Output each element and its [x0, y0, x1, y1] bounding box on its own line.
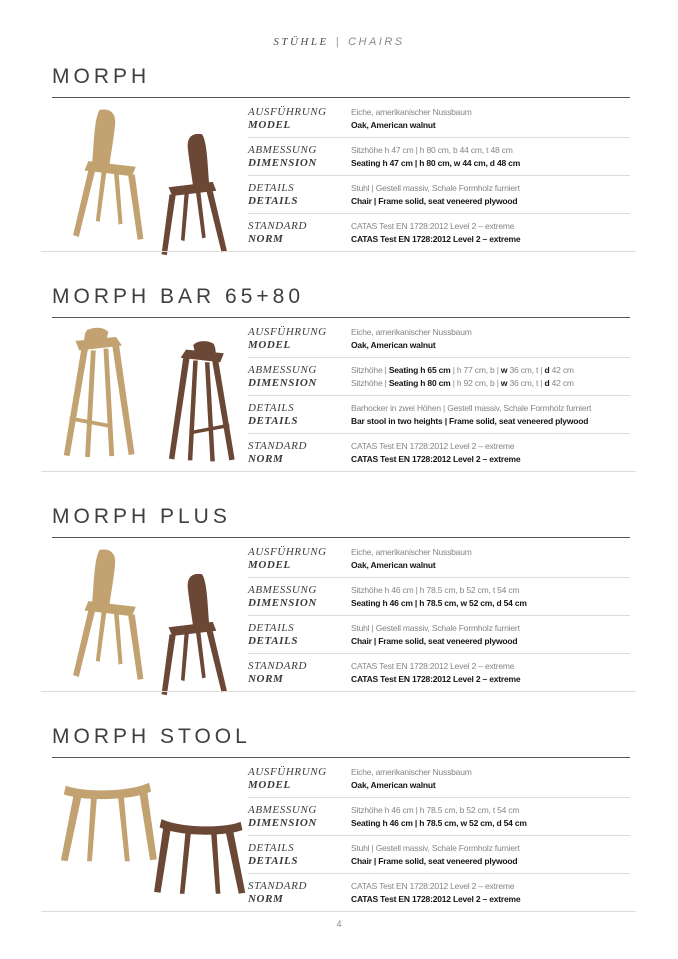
spec-value-line-en — [351, 415, 630, 428]
spec-labels — [248, 660, 351, 686]
value-segment-bold: Seating h 80 cm — [388, 378, 451, 388]
spec-value-line-en — [351, 377, 630, 390]
spec-labels — [248, 880, 351, 906]
spec-value-line-de — [351, 106, 630, 119]
header-title-en: CHAIRS — [348, 36, 405, 48]
value-segment-bold: Oak, American walnut — [351, 560, 436, 570]
spec-row-dimension — [248, 577, 630, 615]
spec-values — [351, 804, 630, 830]
value-segment: CATAS Test EN 1728:2012 Level 2 – extreme — [351, 441, 515, 451]
spec-values — [351, 182, 630, 208]
value-segment: Barhocker in zwei Höhen | Gestell massiv, Schale Formholz furniert — [351, 403, 592, 413]
value-segment: Stuhl | Gestell massiv, Schale Formholz furniert — [351, 843, 520, 853]
spec-values — [351, 326, 630, 352]
spec-row-model — [248, 100, 630, 137]
product-sections — [52, 62, 630, 942]
value-segment: CATAS Test EN 1728:2012 Level 2 – extreme — [351, 221, 515, 231]
spec-value-line-en — [351, 453, 630, 466]
spec-values — [351, 364, 630, 390]
value-segment-bold: Chair | Frame solid, seat veneered plywood — [351, 856, 518, 866]
chairs-illustration — [58, 546, 242, 696]
spec-row-norm — [248, 433, 630, 471]
spec-label-en: NORM — [248, 893, 284, 905]
spec-value-line-de — [351, 622, 630, 635]
spec-label-de: STANDARD — [248, 440, 307, 452]
spec-value-line-en — [351, 119, 630, 132]
spec-label-de: DETAILS — [248, 842, 295, 854]
spec-value-line-de — [351, 220, 630, 233]
spec-label-de: ABMESSUNG — [248, 584, 317, 596]
spec-row-details — [248, 615, 630, 653]
spec-labels — [248, 220, 351, 246]
spec-row-model — [248, 320, 630, 357]
value-segment: Stuhl | Gestell massiv, Schale Formholz furniert — [351, 623, 520, 633]
spec-values — [351, 766, 630, 792]
spec-value-line-de — [351, 364, 630, 377]
value-segment: Sitzhöhe h 46 cm | h 78.5 cm, b 52 cm, t 54 cm — [351, 585, 520, 595]
spec-label-en: DETAILS — [248, 855, 299, 867]
section-body — [52, 318, 630, 472]
spec-label-de: ABMESSUNG — [248, 364, 317, 376]
page-number: 4 — [336, 919, 342, 929]
spec-value-line-en — [351, 195, 630, 208]
spec-value-line-de — [351, 144, 630, 157]
spec-row-details — [248, 835, 630, 873]
spec-labels — [248, 584, 351, 610]
value-segment-bold: Seating h 46 cm | h 78.5 cm, w 52 cm, d 54 cm — [351, 818, 527, 828]
value-segment: Eiche, amerikanischer Nussbaum — [351, 547, 472, 557]
spec-value-line-en — [351, 635, 630, 648]
spec-label-de: AUSFÜHRUNG — [248, 326, 327, 338]
spec-values — [351, 622, 630, 648]
value-segment-bold: CATAS Test EN 1728:2012 Level 2 – extreme — [351, 894, 521, 904]
spec-values — [351, 546, 630, 572]
value-segment-bold: w — [500, 378, 508, 388]
value-segment-bold: CATAS Test EN 1728:2012 Level 2 – extreme — [351, 674, 521, 684]
spec-values — [351, 584, 630, 610]
product-image-stools — [52, 758, 248, 912]
spec-value-line-de — [351, 546, 630, 559]
spec-value-line-de — [351, 880, 630, 893]
section-bottom-rule — [41, 251, 636, 252]
spec-row-norm — [248, 213, 630, 251]
stools-illustration — [58, 774, 248, 900]
spec-label-de: STANDARD — [248, 880, 307, 892]
value-segment: Eiche, amerikanischer Nussbaum — [351, 767, 472, 777]
spec-label-de: DETAILS — [248, 182, 295, 194]
spec-table — [248, 538, 630, 692]
section-bottom-rule — [41, 471, 636, 472]
spec-value-line-en — [351, 893, 630, 906]
spec-labels — [248, 326, 351, 352]
spec-value-line-en — [351, 855, 630, 868]
spec-labels — [248, 402, 351, 428]
spec-value-line-de — [351, 402, 630, 415]
value-segment: Sitzhöhe h 46 cm | h 78.5 cm, b 52 cm, t 54 cm — [351, 805, 520, 815]
value-segment-bold: Oak, American walnut — [351, 120, 436, 130]
value-segment: CATAS Test EN 1728:2012 Level 2 – extreme — [351, 661, 515, 671]
product-section-morph-bar — [52, 282, 630, 502]
spec-value-line-en — [351, 157, 630, 170]
value-segment: Stuhl | Gestell massiv, Schale Formholz furniert — [351, 183, 520, 193]
value-segment-bold: Chair | Frame solid, seat veneered plywood — [351, 196, 518, 206]
spec-label-en: NORM — [248, 453, 284, 465]
spec-label-de: AUSFÜHRUNG — [248, 546, 327, 558]
spec-value-line-en — [351, 779, 630, 792]
product-section-morph — [52, 62, 630, 282]
value-segment: Sitzhöhe | — [351, 378, 389, 388]
spec-row-model — [248, 540, 630, 577]
value-segment-bold: Seating h 65 cm — [388, 365, 451, 375]
value-segment-bold: d — [544, 378, 550, 388]
spec-labels — [248, 766, 351, 792]
product-image-barstools — [52, 318, 248, 472]
spec-value-line-en — [351, 597, 630, 610]
spec-labels — [248, 364, 351, 390]
spec-value-line-de — [351, 440, 630, 453]
spec-label-en: DIMENSION — [248, 377, 317, 389]
value-segment-bold: CATAS Test EN 1728:2012 Level 2 – extreme — [351, 454, 521, 464]
spec-label-de: DETAILS — [248, 622, 295, 634]
spec-row-details — [248, 395, 630, 433]
spec-row-dimension — [248, 357, 630, 395]
spec-value-line-en — [351, 339, 630, 352]
value-segment-bold: d — [544, 365, 550, 375]
spec-value-line-en — [351, 673, 630, 686]
spec-table — [248, 758, 630, 912]
spec-label-de: DETAILS — [248, 402, 295, 414]
spec-labels — [248, 546, 351, 572]
value-segment-bold: Chair | Frame solid, seat veneered plywood — [351, 636, 518, 646]
spec-label-en: DIMENSION — [248, 597, 317, 609]
spec-values — [351, 842, 630, 868]
spec-row-dimension — [248, 797, 630, 835]
spec-value-line-de — [351, 326, 630, 339]
spec-label-de: STANDARD — [248, 660, 307, 672]
spec-label-en: NORM — [248, 673, 284, 685]
value-segment: Eiche, amerikanischer Nussbaum — [351, 327, 472, 337]
value-segment: Sitzhöhe h 47 cm | h 80 cm, b 44 cm, t 48 cm — [351, 145, 513, 155]
spec-label-de: AUSFÜHRUNG — [248, 766, 327, 778]
spec-value-line-en — [351, 559, 630, 572]
value-segment: CATAS Test EN 1728:2012 Level 2 – extreme — [351, 881, 515, 891]
spec-value-line-de — [351, 804, 630, 817]
spec-value-line-en — [351, 233, 630, 246]
spec-label-en: DIMENSION — [248, 157, 317, 169]
product-section-morph-plus — [52, 502, 630, 722]
value-segment: Eiche, amerikanischer Nussbaum — [351, 107, 472, 117]
value-segment: 36 cm, t | — [507, 378, 545, 388]
spec-labels — [248, 440, 351, 466]
value-segment: Sitzhöhe | — [351, 365, 389, 375]
spec-table — [248, 318, 630, 472]
spec-values — [351, 440, 630, 466]
spec-labels — [248, 106, 351, 132]
spec-value-line-de — [351, 842, 630, 855]
spec-label-en: DETAILS — [248, 195, 299, 207]
spec-label-en: DIMENSION — [248, 817, 317, 829]
value-segment-bold: CATAS Test EN 1728:2012 Level 2 – extreme — [351, 234, 521, 244]
section-title: MORPH — [52, 65, 151, 88]
value-segment-bold: w — [500, 365, 508, 375]
spec-row-norm — [248, 873, 630, 911]
section-bottom-rule — [41, 691, 636, 692]
spec-row-details — [248, 175, 630, 213]
spec-values — [351, 220, 630, 246]
value-segment: 42 cm — [549, 378, 574, 388]
spec-row-dimension — [248, 137, 630, 175]
spec-label-en: MODEL — [248, 119, 291, 131]
header-separator: | — [335, 36, 342, 48]
spec-label-de: AUSFÜHRUNG — [248, 106, 327, 118]
section-body — [52, 538, 630, 692]
value-segment-bold: Seating h 46 cm | h 78.5 cm, w 52 cm, d 54 cm — [351, 598, 527, 608]
spec-label-en: DETAILS — [248, 635, 299, 647]
spec-label-en: MODEL — [248, 339, 291, 351]
spec-label-en: NORM — [248, 233, 284, 245]
spec-values — [351, 402, 630, 428]
section-title: MORPH BAR 65+80 — [52, 285, 304, 308]
product-section-morph-stool — [52, 722, 630, 942]
value-segment: | h 77 cm, b | — [450, 365, 501, 375]
value-segment-bold: Oak, American walnut — [351, 340, 436, 350]
chairs-illustration — [58, 106, 242, 256]
spec-label-en: MODEL — [248, 559, 291, 571]
spec-label-en: DETAILS — [248, 415, 299, 427]
section-bottom-rule — [41, 911, 636, 912]
spec-labels — [248, 182, 351, 208]
spec-label-en: MODEL — [248, 779, 291, 791]
value-segment-bold: Oak, American walnut — [351, 780, 436, 790]
value-segment: | h 92 cm, b | — [450, 378, 501, 388]
spec-value-line-de — [351, 584, 630, 597]
spec-labels — [248, 804, 351, 830]
spec-value-line-de — [351, 182, 630, 195]
spec-labels — [248, 622, 351, 648]
spec-labels — [248, 144, 351, 170]
spec-values — [351, 144, 630, 170]
header-title-de: STÜHLE — [273, 36, 329, 48]
section-body — [52, 758, 630, 912]
spec-values — [351, 660, 630, 686]
spec-table — [248, 98, 630, 252]
spec-row-norm — [248, 653, 630, 691]
spec-labels — [248, 842, 351, 868]
spec-row-model — [248, 760, 630, 797]
value-segment: 36 cm, t | — [507, 365, 545, 375]
page-header — [0, 36, 678, 48]
value-segment: 42 cm — [549, 365, 574, 375]
spec-values — [351, 880, 630, 906]
value-segment-bold: Bar stool in two heights | Frame solid, seat veneered plywood — [351, 416, 589, 426]
value-segment-bold: Seating h 47 cm | h 80 cm, w 44 cm, d 48 cm — [351, 158, 521, 168]
spec-value-line-de — [351, 766, 630, 779]
barstools-illustration — [58, 324, 242, 470]
spec-label-de: ABMESSUNG — [248, 144, 317, 156]
spec-values — [351, 106, 630, 132]
spec-label-de: STANDARD — [248, 220, 307, 232]
product-image-chairs — [52, 538, 248, 692]
section-body — [52, 98, 630, 252]
section-title: MORPH PLUS — [52, 505, 231, 528]
spec-label-de: ABMESSUNG — [248, 804, 317, 816]
spec-value-line-en — [351, 817, 630, 830]
spec-value-line-de — [351, 660, 630, 673]
section-title: MORPH STOOL — [52, 725, 251, 748]
product-image-chairs — [52, 98, 248, 252]
